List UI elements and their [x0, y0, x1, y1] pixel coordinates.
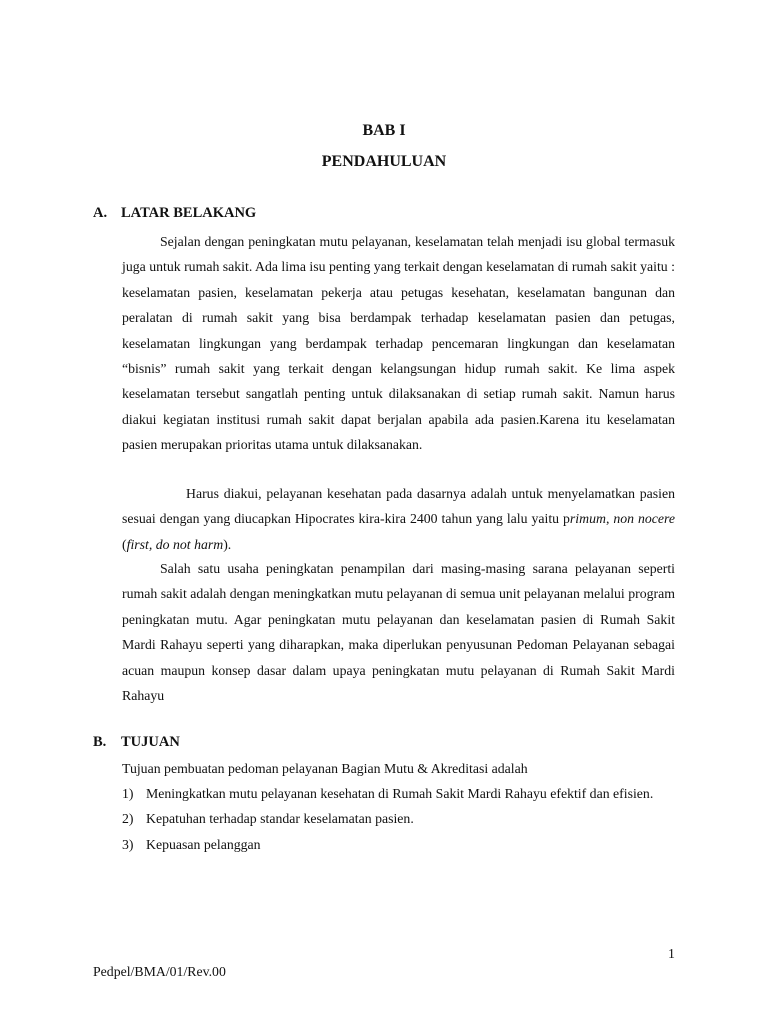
- section-a-letter: A.: [93, 205, 108, 221]
- objective-intro: Tujuan pembuatan pedoman pelayanan Bagian Mutu & Akreditasi adalah: [122, 761, 528, 776]
- section-b-heading: [93, 734, 180, 751]
- paren-open: (: [122, 536, 127, 552]
- list-item-text: Kepatuhan terhadap standar keselamatan pasien.: [146, 811, 414, 827]
- page-number: 1: [668, 946, 675, 961]
- list-item-number: 2): [122, 811, 134, 827]
- section-b-title: TUJUAN: [121, 734, 180, 750]
- list-item: [122, 781, 675, 806]
- section-a-title: LATAR BELAKANG: [121, 205, 257, 221]
- paragraph-background-2: [122, 481, 675, 557]
- list-item-number: 1): [122, 786, 134, 801]
- section-b-letter: B.: [93, 734, 107, 750]
- document-code-footer: Pedpel/BMA/01/Rev.00: [93, 964, 226, 979]
- list-item-number: 3): [122, 836, 134, 852]
- paragraph-2-text: Harus diakui, pelayanan kesehatan pada dasarnya adalah untuk menyelamatkan pasien sesuai dengan yang diucapkan Hipocrates kira-kira 2400 tahun yang lalu yaitu p: [122, 486, 675, 527]
- list-item-text: Meningkatkan mutu pelayanan kesehatan di Rumah Sakit Mardi Rahayu efektif dan efisien.: [146, 786, 654, 801]
- section-a-heading: [93, 205, 256, 222]
- list-item: [122, 806, 675, 831]
- paragraph-background-3: Salah satu usaha peningkatan penampilan dari masing-masing sarana pelayanan seperti rumah sakit adalah dengan meningkatkan mutu pelayanan di semua unit pelayanan melalui program peningkatan mutu. Agar peningkatan mutu pelayanan dan keselamatan pasien di Rumah Sakit Mardi Rahayu seperti yang diharapkan, maka diperlukan penyusunan Pedoman Pelayanan sebagai acuan maupun konsep dasar dalam upaya peningkatan mutu pelayanan di Rumah Sakit Mardi Rahayu: [122, 561, 675, 704]
- chapter-number: BAB I: [362, 122, 406, 139]
- list-item: [122, 832, 675, 857]
- latin-phrase-non-nocere: non nocere: [613, 511, 675, 527]
- latin-phrase-primum: rimum: [569, 511, 606, 527]
- paren-close: ).: [223, 536, 232, 552]
- chapter-title: PENDAHULUAN: [321, 153, 447, 170]
- list-item-text: Kepuasan pelanggan: [146, 836, 261, 852]
- objectives-list: [122, 781, 675, 857]
- english-phrase: first, do not harm: [126, 536, 224, 552]
- paragraph-background-1: Sejalan dengan peningkatan mutu pelayanan, keselamatan telah menjadi isu global termasuk juga untuk rumah sakit. Ada lima isu penting yang terkait dengan keselamatan di rumah sakit yaitu : keselamatan pasien, keselamatan pekerja atau petugas kesehatan, keselamatan bangunan dan peralatan di rumah sakit yang bisa berdampak terhadap keselamatan pasien dan petugas, keselamatan lingkungan yang berdampak terhadap pencemaran lingkungan dan keselamatan “bisnis” rumah sakit yang terkait dengan kelangsungan hidup rumah sakit. Ke lima aspek keselamatan tersebut sangatlah penting untuk dilaksanakan di setiap rumah sakit. Namun harus diakui kegiatan institusi rumah sakit dapat berjalan apabila ada pasien.Karena itu keselamatan pasien merupakan prioritas utama untuk dilaksanakan.: [122, 234, 675, 453]
- phrase-separator: ,: [605, 511, 614, 527]
